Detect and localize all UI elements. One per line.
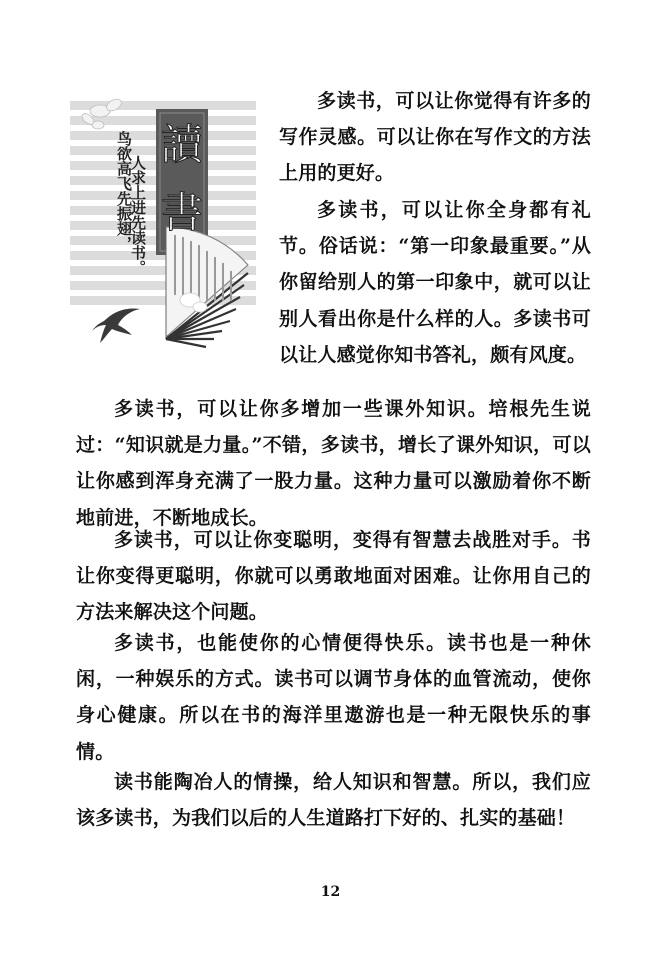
title-char-2: 書 — [160, 188, 204, 237]
paragraph: 多读书，可以让你变聪明，变得有智慧去战胜对手。书让你变得更聪明，你就可以勇敢地面对困难。让你用自己的方法来解决这个问题。 — [76, 529, 591, 624]
title-char-1: 讀 — [160, 120, 204, 169]
paragraph: 多读书，也能使你的心情便得快乐。读书也是一种休闲，一种娱乐的方式。读书可以调节身体的血管流动，使你身心健康。所以在书的海洋里遨游也是一种无限快乐的事情。 — [76, 632, 591, 763]
paragraph: 读书能陶冶人的情操，给人知识和智慧。所以，我们应该多读书，为我们以后的人生道路打下好的、扎实的基础！ — [76, 771, 591, 830]
slogan-line-1: 鸟欲高飞先振翅， — [115, 131, 133, 251]
paragraph: 多读书，可以让你全身都有礼节。俗话说：“第一印象最重要。”从你留给别人的第一印象中，就可以让别人看出你是什么样的人。多读书可以让人感觉你知书答礼，颇有风度。 — [279, 199, 591, 366]
page-number: 12 — [320, 884, 341, 900]
paragraph: 多读书，可以让你多增加一些课外知识。培根先生说过：“知识就是力量。”不错，多读书，增长了课外知识，可以让你感到浑身充满了一股力量。这种力量可以激励着你不断地前进，不断地成长。 — [76, 398, 591, 529]
reading-illustration — [70, 95, 260, 357]
slogan-line-2: 人求上进先读书。 — [129, 155, 147, 275]
paragraph: 多读书，可以让你觉得有许多的写作灵感。可以让你在写作文的方法上用的更好。 — [279, 90, 591, 185]
